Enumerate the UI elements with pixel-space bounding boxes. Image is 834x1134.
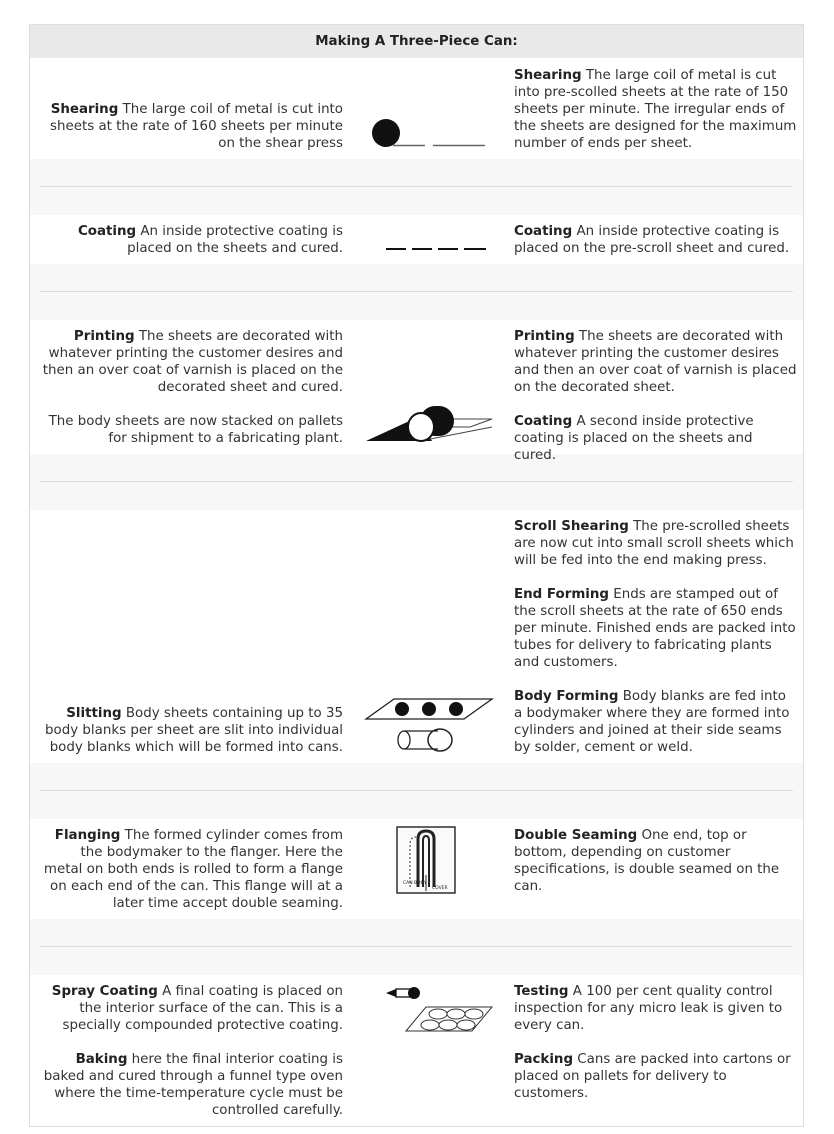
step-paragraph	[514, 328, 797, 396]
step-description: Body blanks are fed into a bodymaker where they are formed into cylinders and joined at their side seams by solder, cement or weld.	[514, 689, 790, 755]
step-text-right	[514, 827, 797, 895]
step-heading: Double Seaming	[514, 828, 638, 843]
step-heading: Testing	[514, 984, 569, 999]
step-heading: Flanging	[54, 828, 121, 843]
step-description: here the final interior coating is baked and cured through a funnel type oven where the time-temperature cycle must be controlled carefully.	[43, 1052, 343, 1118]
row-separator	[30, 159, 803, 215]
process-table	[29, 24, 804, 1127]
step-text-left	[40, 983, 343, 1119]
step-paragraph	[514, 67, 797, 152]
step-paragraph	[40, 827, 343, 912]
step-description: A 100 per cent quality control inspection for any micro leak is given to every can.	[514, 984, 783, 1033]
double-seam-icon	[396, 825, 458, 899]
step-paragraph	[514, 223, 797, 257]
step-heading: End Forming	[514, 587, 609, 602]
step-description: One end, top or bottom, depending on customer specifications, is double seamed on the can.	[514, 828, 780, 894]
step-paragraph	[40, 1051, 343, 1119]
cover-label: COVER	[432, 886, 448, 891]
step-heading: Spray Coating	[51, 984, 158, 999]
step-text-right	[514, 67, 797, 152]
step-paragraph	[514, 586, 797, 671]
step-text-left	[40, 705, 343, 756]
step-paragraph	[40, 328, 343, 396]
step-text-left	[40, 101, 343, 152]
row-separator	[30, 763, 803, 819]
table-title: Making A Three-Piece Can:	[30, 25, 803, 58]
step-description: Ends are stamped out of the scroll sheets at the rate of 650 ends per minute. Finished ends are packed into tubes for delivery to fabricating plants and customers.	[514, 587, 796, 670]
spray-cans-icon	[382, 983, 494, 1039]
step-paragraph	[514, 827, 797, 895]
step-description: An inside protective coating is placed on the sheets and cured.	[127, 224, 343, 256]
step-description: The formed cylinder comes from the bodymaker to the flanger. Here the metal on both ends is rolled to form a flange on each end of the can. This flange will at a later time accept double seaming.	[43, 828, 343, 911]
step-paragraph	[514, 983, 797, 1034]
step-heading: Printing	[514, 329, 575, 344]
step-paragraph	[40, 223, 343, 257]
step-paragraph	[40, 705, 343, 756]
step-heading: Packing	[514, 1052, 574, 1067]
step-description: The body sheets are now stacked on pallets for shipment to a fabricating plant.	[48, 414, 343, 446]
step-heading: Body Forming	[514, 689, 619, 704]
step-text-left	[40, 827, 343, 912]
row-separator	[30, 919, 803, 975]
step-heading: Shearing	[514, 68, 582, 83]
step-heading: Printing	[73, 329, 135, 344]
step-description: Body sheets containing up to 35 body blanks per sheet are slit into individual body blanks which will be formed into cans.	[45, 706, 343, 755]
step-paragraph	[514, 413, 797, 464]
step-paragraph	[40, 983, 343, 1034]
step-description: The sheets are decorated with whatever printing the customer desires and then an over coat of varnish is placed on the decorated sheet.	[514, 329, 797, 395]
step-description: The large coil of metal is cut into sheets at the rate of 160 sheets per minute on the shear press	[50, 102, 343, 151]
step-heading: Coating	[77, 224, 137, 239]
step-text-right	[514, 223, 797, 257]
printing-roller-icon	[364, 401, 494, 447]
step-text-right	[514, 518, 797, 756]
step-heading: Slitting	[66, 706, 122, 721]
step-heading: Baking	[75, 1052, 128, 1067]
step-heading: Coating	[514, 414, 573, 429]
step-paragraph	[514, 518, 797, 569]
step-description: A final coating is placed on the interior surface of the can. This is a specially compounded protective coating.	[62, 984, 343, 1033]
step-heading: Shearing	[50, 102, 119, 117]
step-paragraph	[514, 1051, 797, 1102]
step-paragraph	[40, 413, 343, 447]
step-text-left	[40, 328, 343, 447]
slitting-blanks-icon	[364, 695, 496, 759]
step-description: The sheets are decorated with whatever printing the customer desires and then an over coat of varnish is placed on the decorated sheet and cured.	[42, 329, 343, 395]
step-text-left	[40, 223, 343, 257]
can-body-label: CAN BODY	[403, 881, 427, 886]
step-text-right	[514, 328, 797, 464]
row-separator	[30, 264, 803, 320]
step-paragraph	[40, 101, 343, 152]
step-description: The pre-scrolled sheets are now cut into small scroll sheets which will be fed into the end making press.	[514, 519, 794, 568]
step-text-right	[514, 983, 797, 1102]
shear-coil-icon	[371, 117, 489, 155]
step-description: Cans are packed into cartons or placed on pallets for delivery to customers.	[514, 1052, 791, 1101]
step-paragraph	[514, 688, 797, 756]
step-description: A second inside protective coating is placed on the sheets and cured.	[514, 414, 754, 463]
step-heading: Scroll Shearing	[514, 519, 629, 534]
step-description: The large coil of metal is cut into pre-scolled sheets at the rate of 150 sheets per minute. The irregular ends of the sheets are designed for the maximum number of ends per sheet.	[514, 68, 797, 151]
step-description: An inside protective coating is placed on the pre-scroll sheet and cured.	[514, 224, 790, 256]
coated-sheets-icon	[384, 243, 488, 258]
step-heading: Coating	[514, 224, 573, 239]
